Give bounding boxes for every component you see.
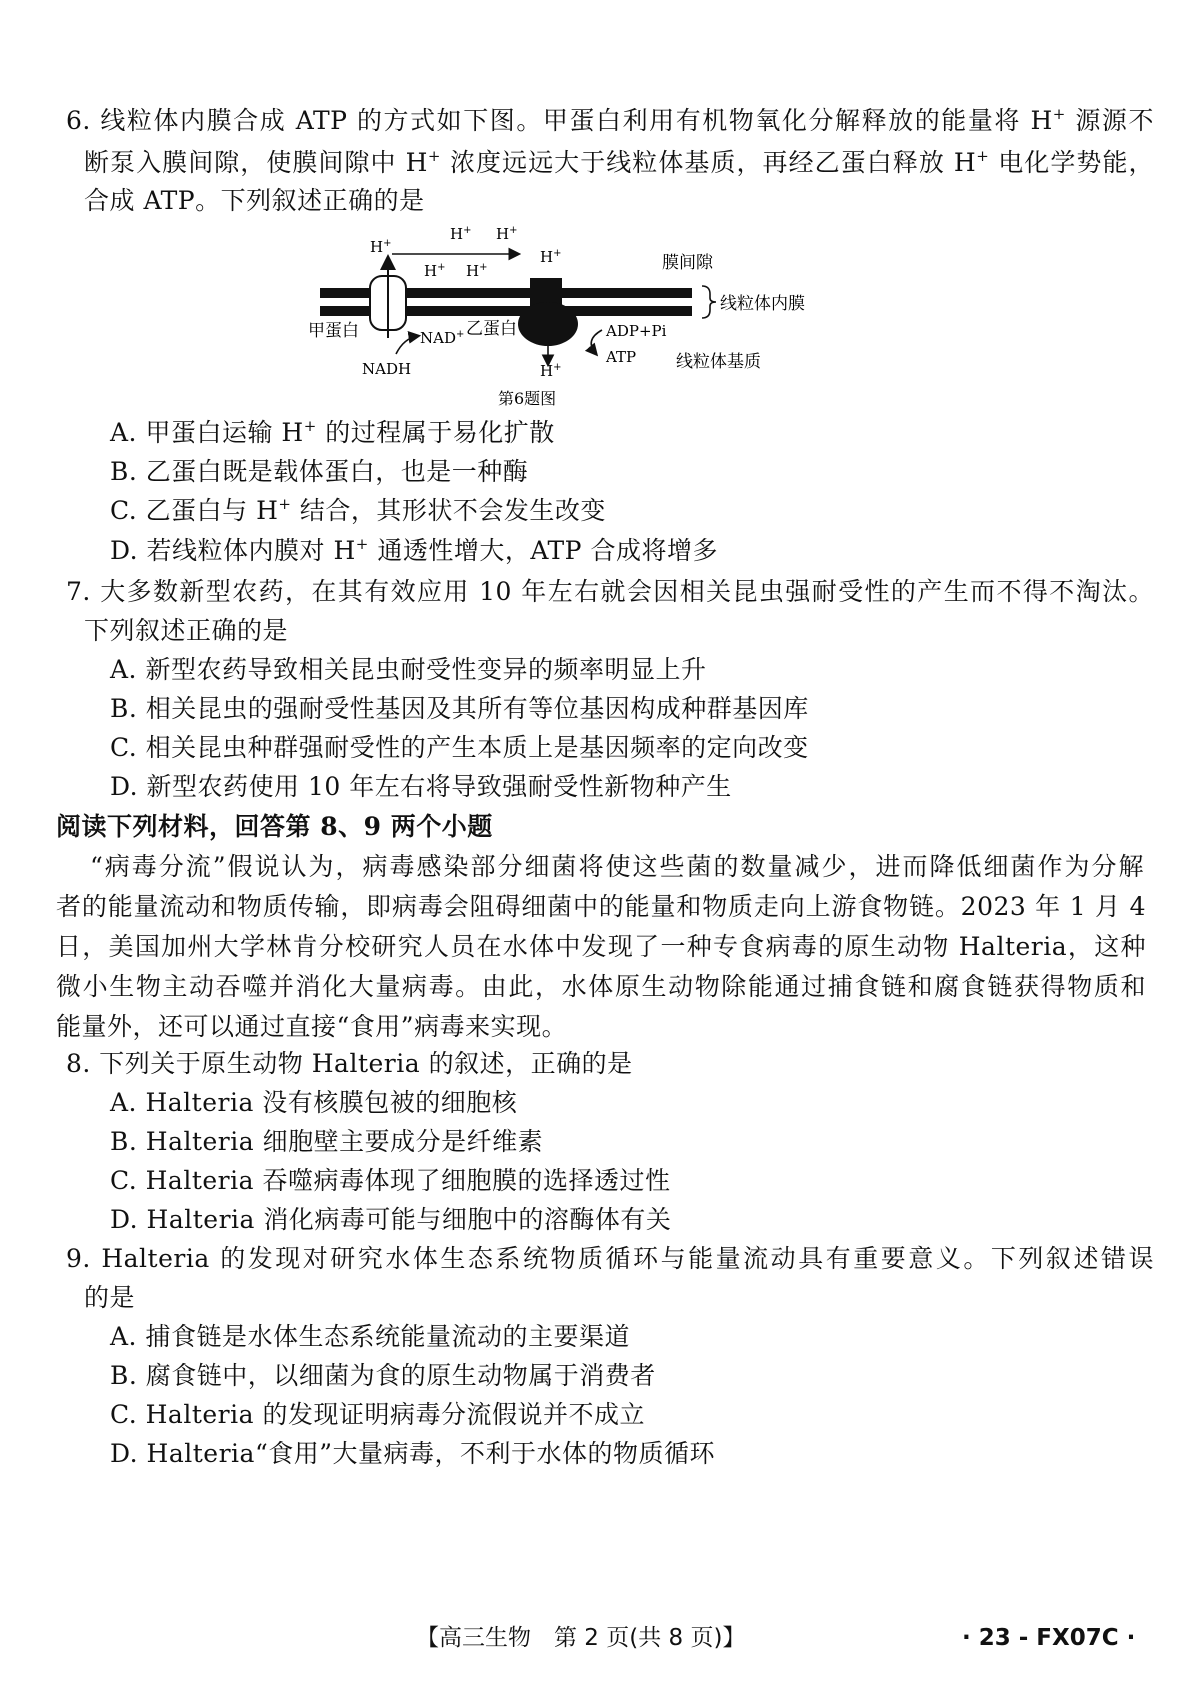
- q9-option-d: D. Halteria“食用”大量病毒，不利于水体的物质循环: [110, 1439, 716, 1468]
- protein-b-label: 乙蛋白: [466, 319, 517, 339]
- atp-label: ATP: [606, 348, 637, 366]
- q9-stem-line-2: 的是: [84, 1283, 136, 1312]
- page-footer-code: · 23 - FX07C ·: [962, 1625, 1136, 1651]
- figure-caption: 第6题图: [498, 389, 557, 408]
- matrix-label: 线粒体基质: [676, 352, 761, 372]
- q7-option-b: B. 相关昆虫的强耐受性基因及其所有等位基因构成种群基因库: [110, 694, 809, 723]
- material-line-1: “病毒分流”假说认为，病毒感染部分细菌将使这些菌的数量减少，进而降低细菌作为分解: [90, 852, 1144, 881]
- q8-option-c: C. Halteria 吞噬病毒体现了细胞膜的选择透过性: [110, 1166, 671, 1195]
- q7-stem-line-1: 7. 大多数新型农药，在其有效应用 10 年左右就会因相关昆虫强耐受性的产生而不得不淘汰。: [66, 577, 1154, 606]
- h-plus-label: H+: [540, 248, 562, 266]
- q7-option-d: D. 新型农药使用 10 年左右将导致强耐受性新物种产生: [110, 772, 732, 801]
- q8-option-b: B. Halteria 细胞壁主要成分是纤维素: [110, 1127, 544, 1156]
- q7-stem-line-2: 下列叙述正确的是: [84, 616, 289, 645]
- q9-option-b: B. 腐食链中，以细菌为食的原生动物属于消费者: [110, 1361, 656, 1390]
- q6-stem-line-3: 合成 ATP。下列叙述正确的是: [84, 186, 425, 215]
- atp-arrow: [591, 330, 602, 354]
- h-plus-label: H+: [370, 238, 392, 256]
- h-plus-label: H+: [466, 262, 488, 280]
- material-line-5: 能量外，还可以通过直接“食用”病毒来实现。: [56, 1012, 568, 1041]
- q9-stem-line-1: 9. Halteria 的发现对研究水体生态系统物质循环与能量流动具有重要意义。下列叙述错误: [66, 1244, 1154, 1273]
- q6-option-c: C. 乙蛋白与 H+ 结合，其形状不会发生改变: [110, 495, 606, 525]
- nad-label: NAD+: [420, 329, 465, 347]
- nadh-label: NADH: [362, 360, 412, 378]
- q6-stem-line-1: 6. 线粒体内膜合成 ATP 的方式如下图。甲蛋白利用有机物氧化分解释放的能量将 H+ 源源不: [66, 105, 1154, 135]
- h-plus-label: H+: [424, 262, 446, 280]
- q6-option-a: A. 甲蛋白运输 H+ 的过程属于易化扩散: [110, 417, 555, 447]
- q9-option-c: C. Halteria 的发现证明病毒分流假说并不成立: [110, 1400, 645, 1429]
- q7-option-c: C. 相关昆虫种群强耐受性的产生本质上是基因频率的定向改变: [110, 733, 809, 762]
- h-plus-label: H+: [496, 225, 518, 243]
- q6-option-b: B. 乙蛋白既是载体蛋白，也是一种酶: [110, 457, 529, 486]
- q6-option-d: D. 若线粒体内膜对 H+ 通透性增大，ATP 合成将增多: [110, 535, 718, 565]
- q9-option-a: A. 捕食链是水体生态系统能量流动的主要渠道: [110, 1322, 630, 1351]
- h-plus-label: H+: [450, 225, 472, 243]
- h-plus-label: H+: [540, 362, 562, 380]
- material-line-4: 微小生物主动吞噬并消化大量病毒。由此，水体原生动物除能通过捕食链和腐食链获得物质和: [56, 972, 1146, 1001]
- material-line-2: 者的能量流动和物质传输，即病毒会阻碍细菌中的能量和物质走向上游食物链。2023 年 1 月 4: [56, 892, 1146, 921]
- q6-stem-line-2: 断泵入膜间隙，使膜间隙中 H+ 浓度远远大于线粒体基质，再经乙蛋白释放 H+ 电化学势能，: [84, 147, 1155, 177]
- q8-stem: 8. 下列关于原生动物 Halteria 的叙述，正确的是: [66, 1049, 633, 1078]
- adp-label: ADP+Pi: [606, 322, 667, 340]
- q6-figure: [308, 225, 880, 434]
- q8-option-d: D. Halteria 消化病毒可能与细胞中的溶酶体有关: [110, 1205, 672, 1234]
- q7-option-a: A. 新型农药导致相关昆虫耐受性变异的频率明显上升: [110, 655, 707, 684]
- membrane-brace: [702, 286, 716, 318]
- page-footer-info: 【高三生物 第 2 页(共 8 页)】: [416, 1625, 746, 1651]
- material-line-3: 日，美国加州大学林肯分校研究人员在水体中发现了一种专食病毒的原生动物 Halteria，这种: [56, 932, 1146, 961]
- protein-a-label: 甲蛋白: [308, 321, 359, 341]
- nadh-arrow: [396, 336, 418, 354]
- q8-option-a: A. Halteria 没有核膜包被的细胞核: [110, 1088, 518, 1117]
- material-heading: 阅读下列材料，回答第 8、9 两个小题: [56, 812, 493, 841]
- intermembrane-space-label: 膜间隙: [662, 253, 713, 273]
- inner-membrane-label: 线粒体内膜: [720, 294, 805, 314]
- protein-b-head: [518, 302, 578, 346]
